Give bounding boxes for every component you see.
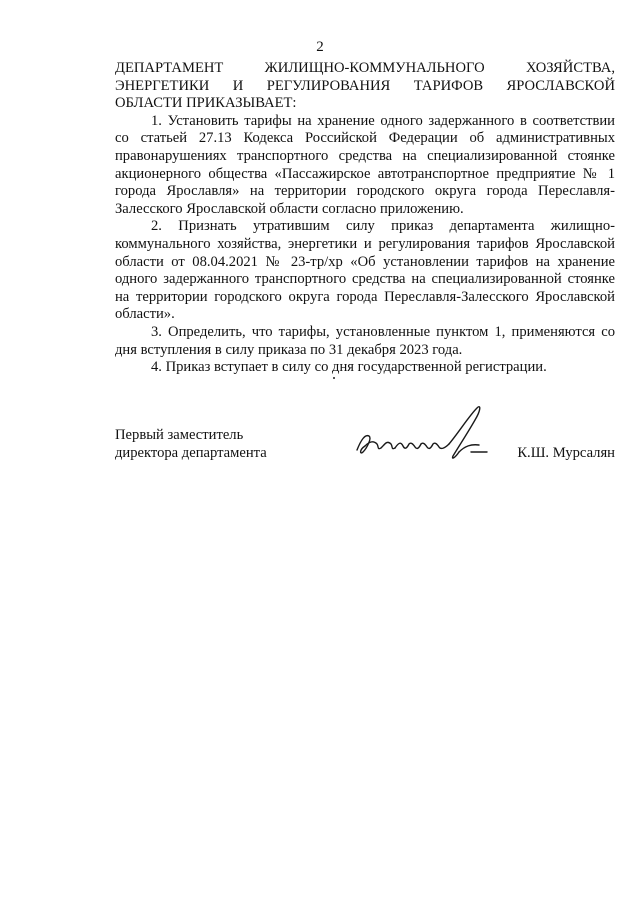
signature-block (115, 400, 615, 470)
document-body (115, 60, 615, 377)
signer-title-line-1: Первый заместитель (115, 427, 244, 443)
handwritten-signature (347, 400, 507, 466)
heading-line-2: ЭНЕРГЕТИКИ И РЕГУЛИРОВАНИЯ ТАРИФОВ ЯРОСЛАВСКОЙ (115, 77, 615, 94)
scan-artifact (333, 377, 335, 379)
page-number: 2 (316, 39, 324, 55)
paragraph-4: 4. Приказ вступает в силу со дня государственной регистрации. (151, 359, 547, 376)
paragraph-2: 2. Признать утратившим силу приказ департамента жилищно-коммунального хозяйства, энергетики и регулирования тарифов Ярославской области от 08.04.2021 № 23-тр/хр «Об установлении тарифов на хранение одного задержанного транспортного средства на специализированной стоянке на территории городского округа города Переславля-Залесского Ярославской области». (115, 218, 615, 323)
signer-title (115, 427, 315, 462)
paragraph-3: 3. Определить, что тарифы, установленные пунктом 1, применяются со дня вступления в силу приказа по 31 декабря 2023 года. (115, 323, 615, 358)
heading-line-3: ОБЛАСТИ ПРИКАЗЫВАЕТ: (115, 95, 297, 112)
order-heading (115, 60, 615, 113)
signer-title-line-2: директора департамента (115, 444, 267, 461)
paragraph-1: 1. Установить тарифы на хранение одного задержанного в соответствии со статьей 27.13 Кодекса Российской Федерации об административных правонарушениях транспортного средства на специализированной стоянке акционерного общества «Пассажирское автотранспортное предприятие № 1 города Ярославля» на территории городского округа города Переславля-Залесского Ярославской области согласно приложению. (115, 112, 615, 217)
signer-name: К.Ш. Мурсалян (517, 445, 615, 461)
heading-line-1: ДЕПАРТАМЕНТ ЖИЛИЩНО-КОММУНАЛЬНОГО ХОЗЯЙСТВА, (115, 60, 615, 76)
